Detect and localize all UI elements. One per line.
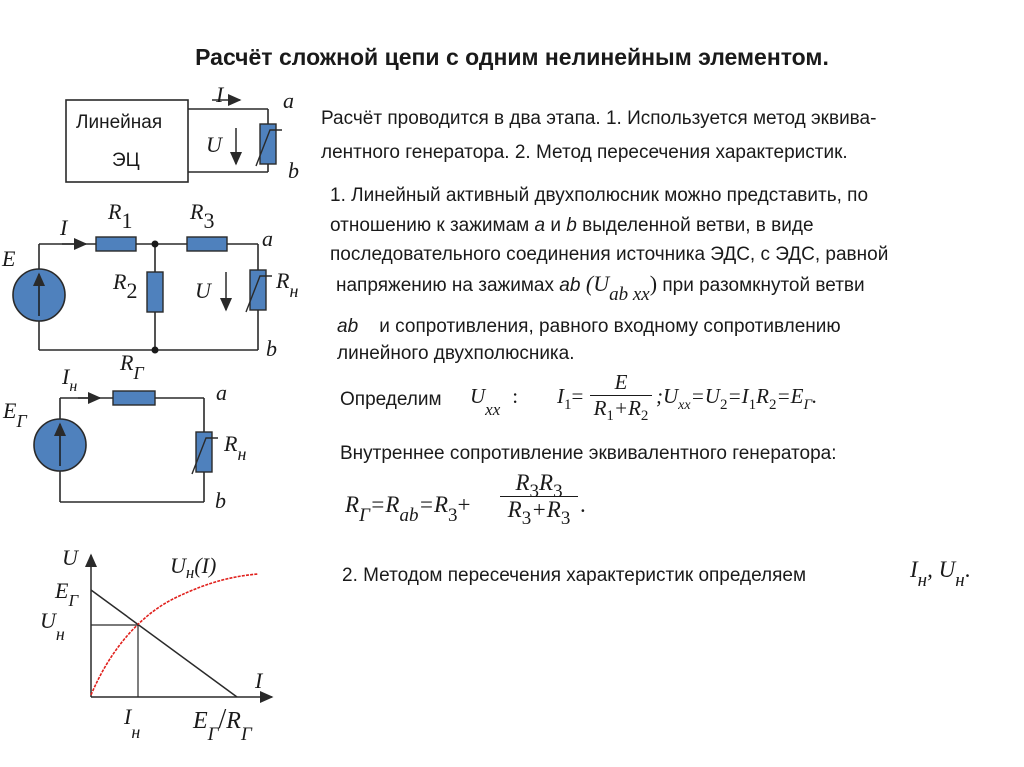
graph-curve-label: $U_н(I)$: [170, 553, 217, 582]
graph-label-U: U: [62, 545, 78, 570]
graph-label-I: I: [255, 668, 263, 693]
formula-step2: $I_н$, $U_н$.: [910, 557, 971, 591]
formula-rg-end: .: [580, 492, 586, 517]
label-I: I: [216, 82, 224, 107]
label-a-bot: a: [216, 380, 227, 405]
resistor-R2: [147, 272, 163, 312]
page-title: Расчёт сложной цепи с одним нелинейным элементом.: [195, 44, 829, 70]
label-E: E: [2, 246, 16, 271]
label-I-mid: I: [60, 215, 68, 240]
label-R1: R1: [108, 199, 133, 233]
node: [152, 347, 159, 354]
label-a-mid: a: [262, 226, 273, 251]
label-In: $I_н$: [62, 364, 78, 395]
step1-line-4: напряжению на зажимах ab (Uab xx) при разомкнутой ветви: [336, 271, 865, 305]
define-label: Определим: [340, 389, 442, 410]
resistor-RG: [113, 391, 155, 405]
label-RG: $R_Г$: [120, 350, 144, 383]
load-line: [91, 590, 237, 697]
formula-rg-frac: $R_3R_3$ $R_3+R_3$: [500, 470, 578, 523]
characteristic-curve: [91, 574, 258, 695]
label-U-mid: U: [195, 278, 211, 303]
step1-line-6: линейного двухполюсника.: [337, 343, 575, 364]
step1-line-1: 1. Линейный активный двухполюсник можно представить, по: [330, 185, 869, 206]
label-Rn-bot: $R_н$: [224, 431, 247, 464]
label-b-bot: b: [215, 488, 226, 513]
formula-rest: $;U_{xx}=U_2=I_1R_2=E_Г$.: [656, 384, 818, 413]
label-Rn: $R_н$: [276, 268, 299, 301]
resistor-R1: [96, 237, 136, 251]
label-a: a: [283, 88, 294, 113]
graph-label-xint: $E_Г/R_Г$: [193, 704, 252, 745]
formula-uxx: $I_1=$: [557, 384, 584, 413]
intro-line-2: лентного генератора. 2. Метод пересечения характеристик.: [321, 142, 848, 163]
formula-frac: E $R_1+R_2$: [590, 370, 652, 421]
graph-label-Un: $U_н$: [40, 608, 65, 644]
box-label-linear: Линейная: [76, 112, 163, 133]
step2-label: 2. Методом пересечения характеристик определяем: [342, 565, 807, 586]
resistor-R3: [187, 237, 227, 251]
label-U: U: [206, 132, 222, 157]
graph-label-EG: $E_Г$: [55, 578, 79, 610]
intro-line-1: Расчёт проводится в два этапа. 1. Используется метод эквива-: [321, 108, 877, 129]
label-EG: $E_Г$: [3, 398, 27, 431]
step1-line-5: ab и сопротивления, равного входному сопротивлению: [337, 316, 841, 337]
step1-line-3: последовательного соединения источника ЭДС, с ЭДС, равной: [330, 244, 889, 265]
label-b-mid: b: [266, 336, 277, 361]
label-b: b: [288, 158, 299, 183]
node: [152, 241, 159, 248]
define-uxx: $U_{xx}$:: [470, 384, 519, 419]
step1-line-2: отношению к зажимам a и b выделенной ветви, в виде: [330, 215, 814, 236]
box-label-ec: ЭЦ: [112, 150, 140, 171]
formula-rg: $R_Г=R_{ab}=R_3+$: [345, 492, 471, 526]
internal-label: Внутреннее сопротивление эквивалентного генератора:: [340, 443, 837, 464]
graph-label-In: $I_н$: [124, 704, 141, 742]
label-R2: R2: [113, 269, 138, 303]
label-R3: R3: [190, 199, 215, 233]
